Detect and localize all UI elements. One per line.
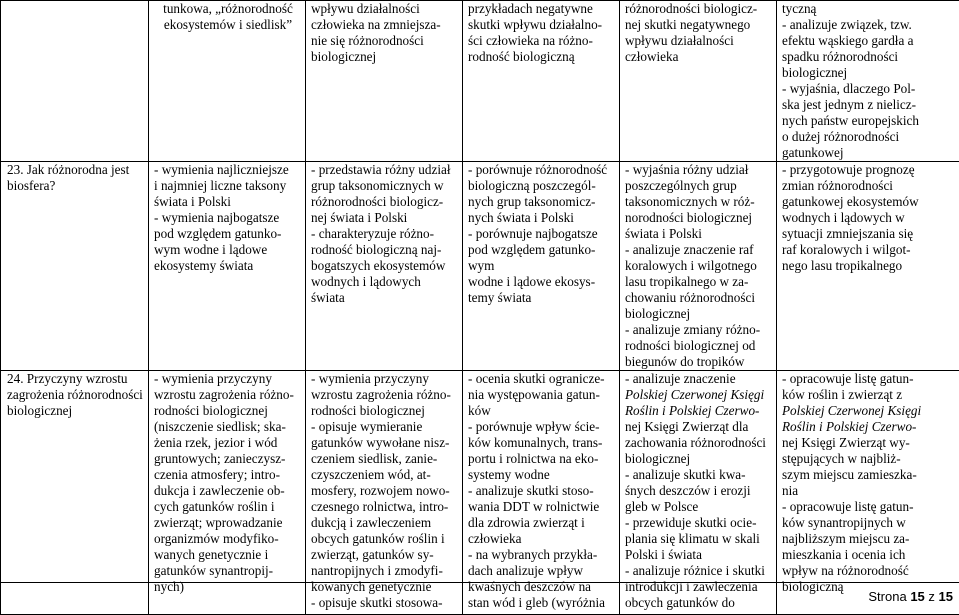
requirements-cell: - przygotowuje prognozę zmian różnorodności gatunkowej ekosystemów wodnych i lądowych w sytuacji zmniejszania się raf koralowych i wilgot- nego lasu tropikalnego xyxy=(777,162,959,371)
topic-cell xyxy=(1,1,149,162)
current-page: 15 xyxy=(910,589,924,604)
requirements-cell: - wymienia najliczniejsze i najmniej liczne taksony świata i Polski - wymienia najbogatsze pod względem gatunko- wym wodne i lądowe ekosystemy świata xyxy=(149,162,306,371)
requirements-cell: - porównuje różnorodność biologiczną poszczegól- nych grup taksonomicz- nych świata i Polski - porównuje najbogatsze pod względem gatunko- wym wodne i lądowe ekosys- temy świata xyxy=(463,162,620,371)
page-separator: z xyxy=(928,589,935,604)
requirements-cell: - przedstawia różny udział grup taksonomicznych w różnorodności biologicz- nej świata i Polski - charakteryzuje różno- rodność biologiczną naj- bogatszych ekosystemów wodnych i lądowych świata xyxy=(306,162,463,371)
table-row xyxy=(1,1,959,162)
requirements-cell: różnorodności biologicz- nej skutki negatywnego wpływu działalności człowieka xyxy=(620,1,777,162)
requirements-cell: - ocenia skutki ogranicze- nia występowania gatun- ków - porównuje wpływ ście- ków komunalnych, trans- portu i rolnictwa na eko- systemy wodne - analizuje skutki stoso- wania DDT w rolnictwie dla zdrowia zwierząt i człowieka - na wybranych przykła- dach analizuje wpływ kwaśnych deszczów na stan wód i gleb (wyróżnia xyxy=(463,371,620,615)
topic-cell: 24. Przyczyny wzrostu zagrożenia różnorodności biologicznej xyxy=(1,371,149,615)
requirements-cell: - analizuje znaczenie Polskiej Czerwonej Księgi Roślin i Polskiej Czerwo- nej Księgi Zwierząt dla zachowania różnorodności biologicznej - analizuje skutki kwa- śnych deszczów i erozji gleb w Polsce - przewiduje skutki ocie- plania się klimatu w skali Polski i świata - analizuje różnice i skutki introdukcji i zawleczenia obcych gatunków do xyxy=(620,371,777,615)
requirements-cell: - wyjaśnia różny udział poszczególnych grup taksonomicznych w róż- norodności biologicznej świata i Polski - analizuje znaczenie raf koralowych i wilgotnego lasu tropikalnego w za- chowaniu różnorodności biologicznej - analizuje zmiany różno- rodności biologicznej od biegunów do tropików xyxy=(620,162,777,371)
page-label: Strona xyxy=(868,589,906,604)
page-number xyxy=(868,589,953,604)
requirements-cell: - wymienia przyczyny wzrostu zagrożenia różno- rodności biologicznej (niszczenie siedlisk; ska- żenia rzek, jezior i wód gruntowych; zanieczysz- czenia atmosfery; intro- dukcja i zawleczenie ob- cych gatunków roślin i zwierząt; wprowadzanie organizmów modyfiko- wanych genetycznie i gatunków synantropij- nych) xyxy=(149,371,306,615)
requirements-cell: wpływu działalności człowieka na zmniejsza- nie się różnorodności biologicznej xyxy=(306,1,463,162)
page-footer xyxy=(0,582,959,605)
requirements-cell: przykładach negatywne skutki wpływu działalno- ści człowieka na różno- rodność biologiczną xyxy=(463,1,620,162)
total-pages: 15 xyxy=(939,589,953,604)
requirements-cell: tyczną - analizuje związek, tzw. efektu wąskiego gardła a spadku różnorodności biologicznej - wyjaśnia, dlaczego Pol- ska jest jednym z nielicz- nych państw europejskich o dużej różnorodności gatunkowej xyxy=(777,1,959,162)
requirements-cell: - wymienia przyczyny wzrostu zagrożenia różno- rodności biologicznej - opisuje wymieranie gatunków wywołane nisz- czeniem siedlisk, zanie- czyszczeniem wód, at- mosfery, rozwojem nowo- czesnego rolnictwa, intro- dukcją i zawleczeniem obcych gatunków roślin i zwierząt, gatunków sy- nantropijnych i zmodyfi- kowanych genetycznie - opisuje skutki stosowa- xyxy=(306,371,463,615)
table-row xyxy=(1,371,959,615)
requirements-cell: tunkowa, „różnorodność ekosystemów i siedlisk” xyxy=(149,1,306,162)
requirements-cell: - opracowuje listę gatun- ków roślin i zwierząt z Polskiej Czerwonej Księgi Roślin i Polskiej Czerwo- nej Księgi Zwierząt wy- stępujących w najbliż- szym miejscu zamieszka- nia - opracowuje listę gatun- ków synantropijnych w najbliższym miejscu za- mieszkania i ocenia ich wpływ na różnorodność biologiczną xyxy=(777,371,959,615)
topic-cell: 23. Jak różnorodna jest biosfera? xyxy=(1,162,149,371)
table-row xyxy=(1,162,959,371)
